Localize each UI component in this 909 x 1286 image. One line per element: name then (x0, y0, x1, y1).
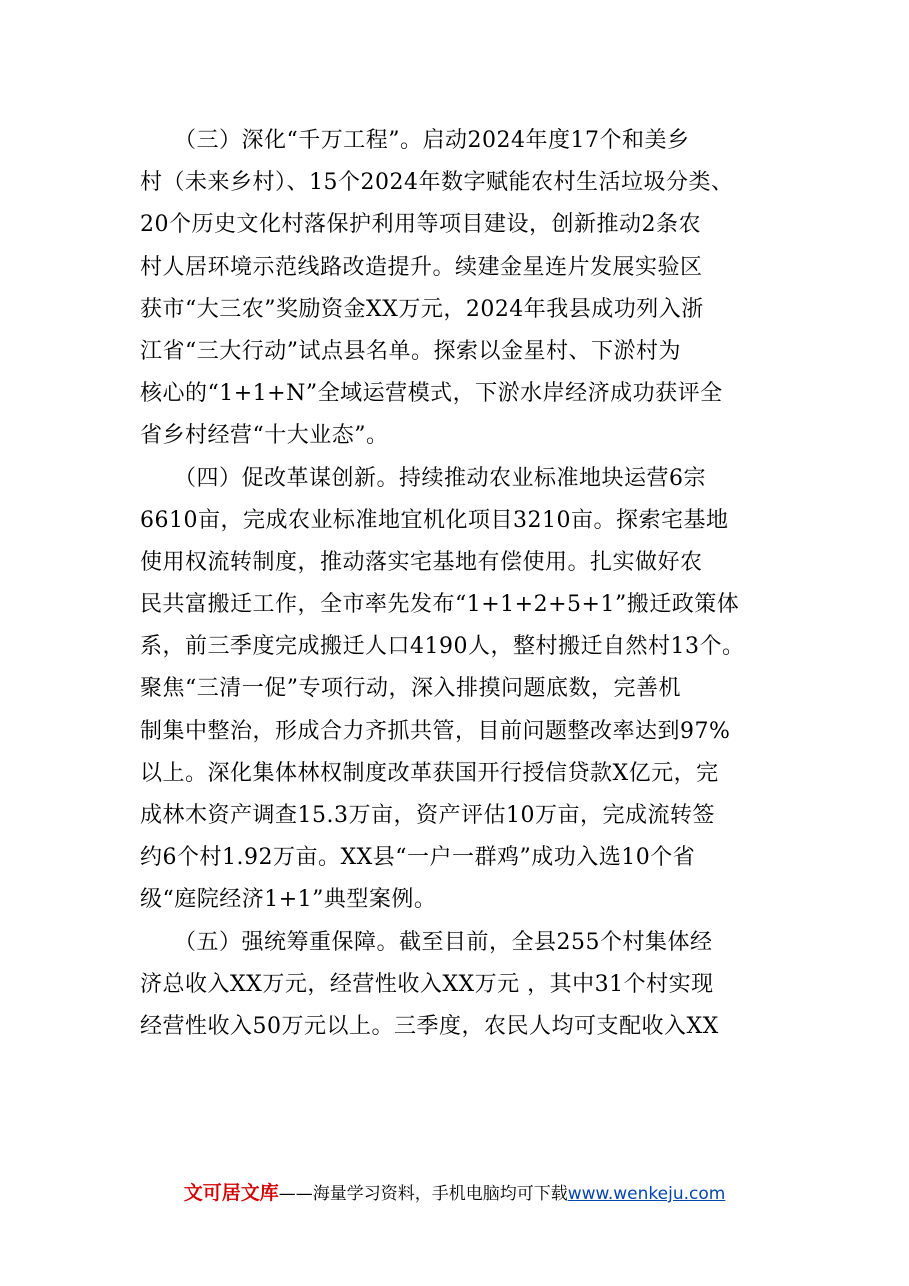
text-line: 经营性收入50万元以上。三季度，农民人均可支配收入XX (140, 1013, 719, 1039)
text-line: 20个历史文化村落保护利用等项目建设，创新推动2条农 (140, 212, 701, 238)
text-line: （五）强统筹重保障。截至目前，全县255个村集体经 (140, 929, 713, 955)
text-line: 核心的“1+1+N”全域运营模式，下淤水岸经济成功获评全 (140, 381, 723, 407)
text-line: （三）深化“千万工程”。启动2024年度17个和美乡 (140, 128, 690, 153)
text-line: （四）促改革谋创新。持续推动农业标准地块运营6宗 (140, 465, 706, 491)
footer-slogan: ——海量学习资料，手机电脑均可下载 (278, 1184, 568, 1204)
text-line: 成林木资产调查15.3万亩，资产评估10万亩，完成流转签 (140, 803, 715, 828)
text-line: 济总收入XX万元，经营性收入XX万元 ，其中31个村实现 (140, 971, 714, 997)
text-line: 聚焦“三清一促”专项行动，深入排摸问题底数，完善机 (140, 676, 681, 702)
brand-name: 文可居文库 (183, 1182, 279, 1204)
text-line: 以上。深化集体林权制度改革获国开行授信贷款X亿元，完 (140, 760, 719, 786)
text-line: 村（未来乡村）、15个2024年数字赋能农村生活垃圾分类、 (140, 170, 734, 196)
text-line: 级“庭院经济1+1”典型案例。 (140, 887, 437, 913)
text-line: 获市“大三农”奖励资金XX万元，2024年我县成功列入浙 (140, 296, 704, 322)
text-line: 使用权流转制度，推动落实宅基地有偿使用。扎实做好农 (140, 549, 703, 575)
text-line: 制集中整治，形成合力齐抓共管，目前问题整改率达到97% (140, 718, 731, 744)
footer-banner (0, 1178, 909, 1205)
text-line: 省乡村经营“十大业态”。 (140, 423, 389, 449)
text-line: 约6个村1.92万亩。XX县“一户一群鸡”成功入选10个省 (140, 845, 696, 871)
document-body (140, 120, 790, 1048)
text-line: 系，前三季度完成搬迁人口4190人，整村搬迁自然村13个。 (140, 634, 745, 660)
text-line: 6610亩，完成农业标准地宜机化项目3210亩。探索宅基地 (140, 507, 729, 533)
website-link[interactable]: www.wenkeju.com (567, 1184, 726, 1204)
text-line: 江省“三大行动”试点县名单。探索以金星村、下淤村为 (140, 338, 681, 364)
text-line: 村人居环境示范线路改造提升。续建金星连片发展实验区 (140, 254, 703, 280)
text-line: 民共富搬迁工作，全市率先发布“1+1+2+5+1”搬迁政策体 (140, 592, 740, 618)
